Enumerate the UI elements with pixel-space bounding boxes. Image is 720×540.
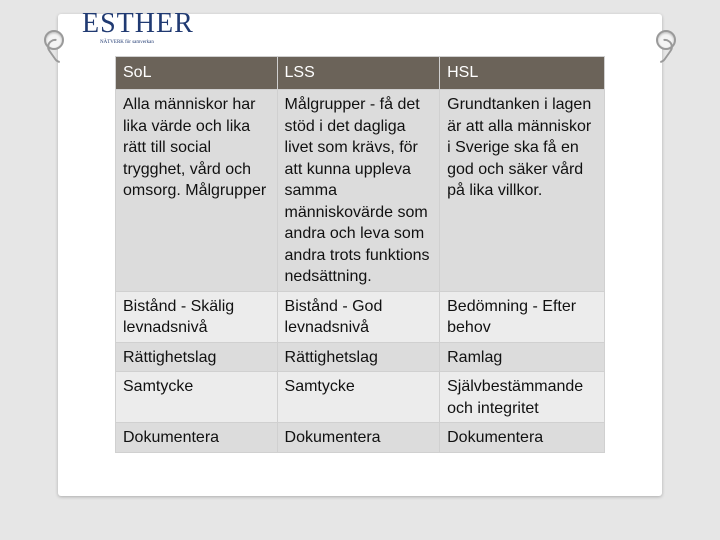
- table-cell: Målgrupper - få det stöd i det dagliga livet som krävs, för att kunna uppleva samma människovärde som andra och leva som andra trots funktions nedsättning.: [277, 90, 440, 292]
- table-row: [116, 342, 605, 372]
- table-cell: Bistånd - God levnadsnivå: [277, 291, 440, 342]
- esther-logo: [82, 10, 192, 46]
- table-cell: Samtycke: [277, 372, 440, 423]
- header-hsl: HSL: [440, 57, 605, 90]
- table-cell: Dokumentera: [116, 423, 278, 453]
- logo-tagline: NÄTVERK för samverkan: [100, 40, 154, 45]
- table-cell: Rättighetslag: [116, 342, 278, 372]
- table-cell: Dokumentera: [277, 423, 440, 453]
- table-cell: Rättighetslag: [277, 342, 440, 372]
- table-cell: Självbestämmande och integritet: [440, 372, 605, 423]
- table-row: [116, 90, 605, 292]
- table-header-row: [116, 57, 605, 90]
- table-cell: Grundtanken i lagen är att alla människor i Sverige ska få en god och säker vård på lika villkor.: [440, 90, 605, 292]
- table-cell: Dokumentera: [440, 423, 605, 453]
- comparison-table: [115, 56, 605, 453]
- table-row: [116, 423, 605, 453]
- table-cell: Alla människor har lika värde och lika rätt till social trygghet, vård och omsorg. Målgrupper: [116, 90, 278, 292]
- header-lss: LSS: [277, 57, 440, 90]
- table-cell: Bistånd - Skälig levnadsnivå: [116, 291, 278, 342]
- table-cell: Ramlag: [440, 342, 605, 372]
- table-row: [116, 291, 605, 342]
- table-cell: Samtycke: [116, 372, 278, 423]
- logo-name: ESTHER: [82, 8, 194, 39]
- table-row: [116, 372, 605, 423]
- table-cell: Bedömning - Efter behov: [440, 291, 605, 342]
- header-sol: SoL: [116, 57, 278, 90]
